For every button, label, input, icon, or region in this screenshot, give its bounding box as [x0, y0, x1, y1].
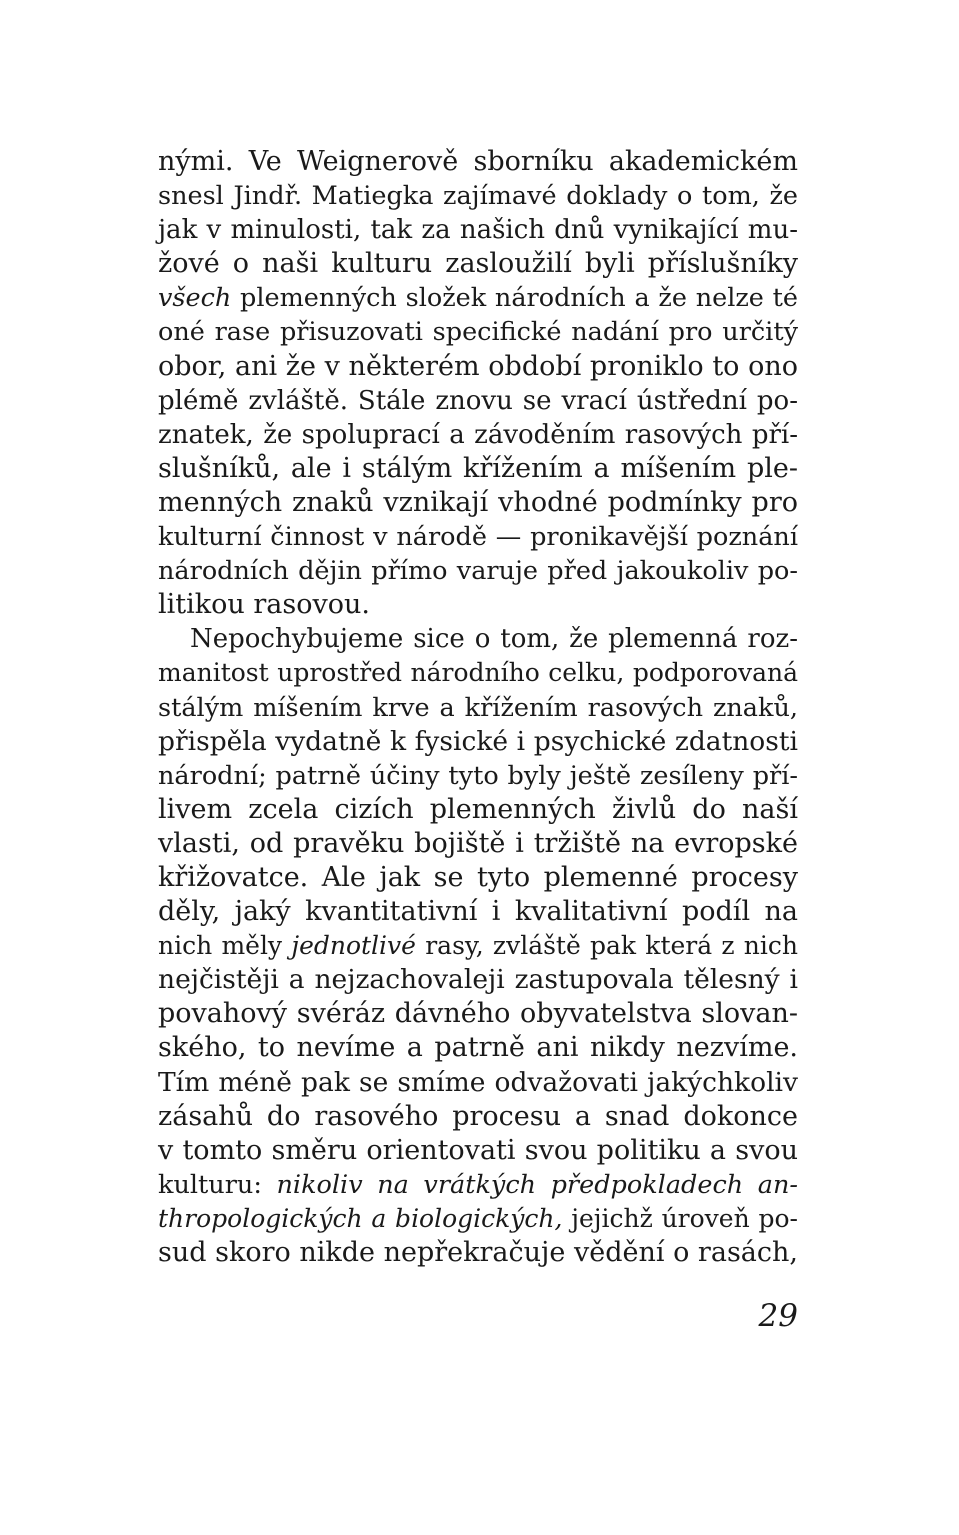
text-line: manitost uprostřed národního celku, podporovaná — [158, 658, 798, 688]
body-text — [158, 145, 798, 1270]
text-line: vlasti, od pravěku bojiště i tržiště na evropské — [158, 827, 798, 859]
text-line: v tomto směru orientovati svou politiku a svou — [158, 1134, 798, 1166]
text-line: ského, to nevíme a patrně ani nikdy nezvíme. — [158, 1032, 798, 1064]
emphasis: nikoliv na vrátkých předpokladech an- — [276, 1169, 798, 1200]
text-line: národní; patrně účiny tyto byly ještě zesíleny pří- — [158, 760, 798, 791]
text-line: přispěla vydatně k fysické i psychické zdatnosti — [158, 725, 798, 757]
text-line: stálým míšením krve a křížením rasových znaků, — [158, 692, 798, 723]
text-line: litikou rasovou. — [158, 589, 370, 621]
text-line: snesl Jindř. Matiegka zajímavé doklady o tom, že — [158, 181, 798, 212]
text-line: děly, jaký kvantitativní i kvalitativní podíl na — [158, 896, 798, 928]
text-line: kulturu: nikoliv na vrátkých předpokladech an- — [158, 1169, 798, 1200]
text-line: kulturní činnost v národě — pronikavější poznání — [158, 522, 798, 553]
text-line: všech plemenných složek národních a že nelze té — [158, 283, 798, 314]
text-line: menných znaků vznikají vhodné podmínky pro — [158, 486, 798, 518]
text-line: thropologických a biologických, jejichž úroveň po- — [158, 1203, 798, 1233]
text-line: křižovatce. Ale jak se tyto plemenné procesy — [158, 861, 798, 893]
emphasis: thropologických a biologických, — [158, 1203, 563, 1233]
text-line: livem zcela cizích plemenných živlů do naší — [158, 793, 798, 825]
page-number: 29 — [758, 1298, 798, 1334]
text-line: zásahů do rasového procesu a snad dokonce — [158, 1100, 798, 1132]
text-line: slušníků, ale i stálým křížením a míšením ple- — [158, 452, 798, 484]
emphasis: všech — [158, 283, 232, 314]
paragraph-start-line: Nepochybujeme sice o tom, že plemenná roz- — [190, 624, 798, 655]
text-line: plémě zvláště. Stále znovu se vrací ústřední po- — [158, 385, 798, 416]
text-line: obor, ani že v některém období proniklo to ono — [158, 350, 798, 382]
text-line: nich měly jednotlivé rasy, zvláště pak která z nich — [158, 931, 798, 961]
text-line: Tím méně pak se smíme odvažovati jakýchkoliv — [158, 1066, 798, 1098]
emphasis: jednotlivé — [291, 931, 416, 961]
text-line: jak v minulosti, tak za našich dnů vynikající mu- — [158, 215, 798, 246]
text-line: žové o naši kulturu zasloužilí byli příslušníky — [158, 248, 798, 280]
text-line: znatek, že spoluprací a závoděním rasových pří- — [158, 419, 798, 450]
text-line: nejčistěji a nejzachovaleji zastupovala tělesný i — [158, 964, 798, 996]
text-line: povahový svéráz dávného obyvatelstva slovan- — [158, 998, 798, 1030]
text-line: oné rase přisuzovati specifické nadání pro určitý — [158, 317, 798, 348]
text-line: nými. Ve Weignerově sborníku akademickém — [158, 146, 798, 177]
text-line: národních dějin přímo varuje před jakoukoliv po- — [158, 556, 798, 587]
text-line: sud skoro nikde nepřekračuje vědění o rasách, — [158, 1237, 798, 1268]
